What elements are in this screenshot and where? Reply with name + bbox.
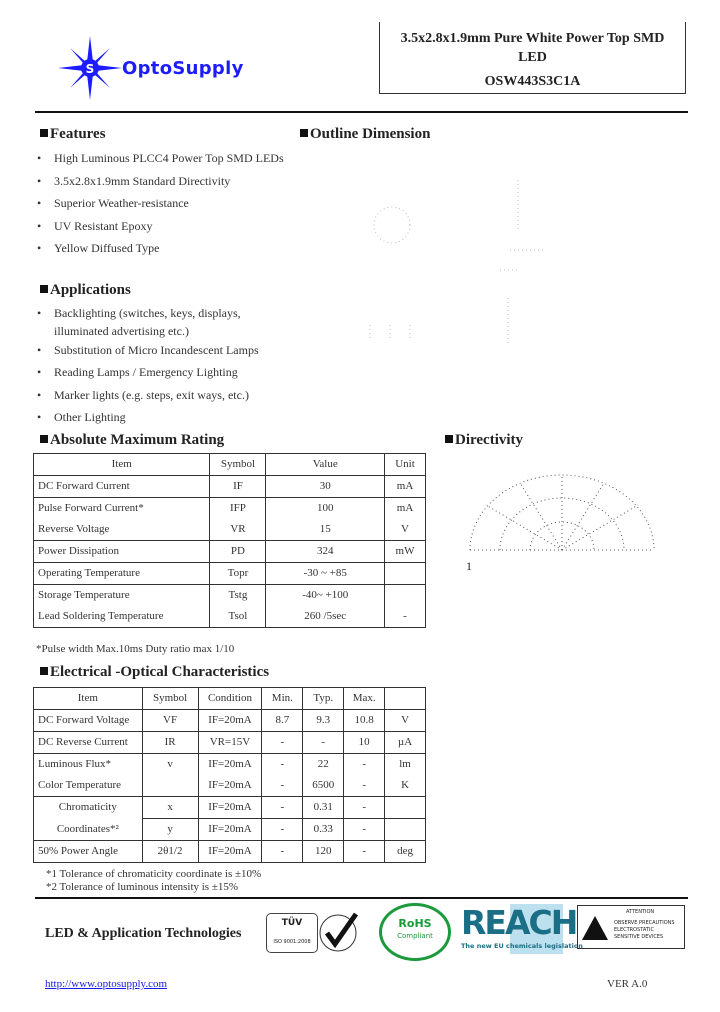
polar-label-1: 1 xyxy=(466,559,472,573)
table-cell: -30 ~ +85 xyxy=(266,563,385,585)
tuv-badge: TÜV ISO 9001:2008 xyxy=(266,913,318,953)
table-cell: x xyxy=(142,797,198,819)
table-cell: 0.31 xyxy=(303,797,344,819)
table-row xyxy=(34,476,426,498)
table-cell: Storage Temperature xyxy=(34,585,210,607)
table-row xyxy=(34,498,426,520)
table-row xyxy=(34,732,426,754)
application-item: • Substitution of Micro Incandescent Lamps xyxy=(40,343,259,357)
features-heading: Features xyxy=(40,126,106,143)
table-cell xyxy=(385,688,426,710)
table-cell: IF=20mA xyxy=(198,754,262,776)
table-row xyxy=(34,819,426,841)
table-cell: Tstg xyxy=(210,585,266,607)
website-link[interactable]: http://www.optosupply.com xyxy=(45,978,168,990)
table-cell: µA xyxy=(385,732,426,754)
table-cell: Chromaticity xyxy=(34,797,143,819)
table-cell xyxy=(385,585,426,607)
application-item: • Other Lighting xyxy=(40,410,126,424)
table-cell: - xyxy=(262,841,303,863)
electrical-heading: Electrical -Optical Characteristics xyxy=(40,664,269,681)
directivity-polar-chart xyxy=(440,465,690,575)
table-cell: 260 /5sec xyxy=(266,606,385,628)
table-row xyxy=(34,606,426,628)
feature-item: • High Luminous PLCC4 Power Top SMD LEDs xyxy=(40,151,284,165)
table-cell: Pulse Forward Current* xyxy=(34,498,210,520)
table-cell: deg xyxy=(385,841,426,863)
table-cell: - xyxy=(262,797,303,819)
quality-check-icon xyxy=(318,911,360,953)
abs-max-heading: Absolute Maximum Rating xyxy=(40,432,224,449)
table-cell: - xyxy=(344,841,385,863)
table-cell: 324 xyxy=(266,541,385,563)
table-cell: K xyxy=(385,775,426,797)
table-cell xyxy=(385,819,426,841)
table-cell: VR xyxy=(210,519,266,541)
table-cell: IF=20mA xyxy=(198,819,262,841)
table-header-row xyxy=(34,454,426,476)
applications-heading: Applications xyxy=(40,282,131,299)
table-row xyxy=(34,541,426,563)
electrical-table xyxy=(33,687,426,863)
application-item: • Reading Lamps / Emergency Lighting xyxy=(40,365,238,379)
table-cell: Item xyxy=(34,688,143,710)
optosupply-star-logo-icon xyxy=(58,36,122,100)
table-cell: mA xyxy=(385,498,426,520)
table-cell: IF=20mA xyxy=(198,797,262,819)
table-cell: 10.8 xyxy=(344,710,385,732)
table-cell: lm xyxy=(385,754,426,776)
title-box xyxy=(379,22,686,94)
table-cell: Lead Soldering Temperature xyxy=(34,606,210,628)
table-cell: IFP xyxy=(210,498,266,520)
table-cell: IR xyxy=(142,732,198,754)
electrical-note-2: *2 Tolerance of luminous intensity is ±15% xyxy=(46,881,239,893)
table-cell: VF xyxy=(142,710,198,732)
table-cell: - xyxy=(262,775,303,797)
table-cell: Condition xyxy=(198,688,262,710)
title-line-1: 3.5x2.8x1.9mm Pure White Power Top SMD xyxy=(400,31,665,46)
table-cell: - xyxy=(262,732,303,754)
feature-item: • UV Resistant Epoxy xyxy=(40,219,152,233)
table-cell: V xyxy=(385,710,426,732)
table-row xyxy=(34,797,426,819)
table-cell xyxy=(385,797,426,819)
company-tagline: LED & Application Technologies xyxy=(45,926,242,941)
table-cell: - xyxy=(262,819,303,841)
table-cell: Color Temperature xyxy=(34,775,143,797)
table-cell: 0.33 xyxy=(303,819,344,841)
application-item-continued: illuminated advertising etc.) xyxy=(54,324,189,338)
table-header-row xyxy=(34,688,426,710)
table-cell: 100 xyxy=(266,498,385,520)
table-cell: Symbol xyxy=(142,688,198,710)
rohs-badge: RoHS Compliant xyxy=(379,903,451,961)
table-cell: Coordinates*² xyxy=(34,819,143,841)
table-cell: v xyxy=(142,754,198,776)
title-line-2: LED xyxy=(518,50,547,65)
esd-attention-badge: ATTENTION OBSERVE PRECAUTIONS ELECTROSTATIC SENSITIVE DEVICES xyxy=(577,905,685,949)
table-cell: 10 xyxy=(344,732,385,754)
svg-text:S: S xyxy=(85,62,95,76)
table-cell: IF=20mA xyxy=(198,710,262,732)
table-cell: DC Reverse Current xyxy=(34,732,143,754)
table-row xyxy=(34,775,426,797)
table-cell: Tsol xyxy=(210,606,266,628)
table-cell: Reverse Voltage xyxy=(34,519,210,541)
table-cell: 30 xyxy=(266,476,385,498)
table-cell: 50% Power Angle xyxy=(34,841,143,863)
polar-arc-outer xyxy=(470,475,654,550)
table-cell: Luminous Flux* xyxy=(34,754,143,776)
table-cell: Unit xyxy=(385,454,426,476)
table-row xyxy=(34,585,426,607)
application-item: • Marker lights (e.g. steps, exit ways, etc.) xyxy=(40,388,249,402)
table-cell: y xyxy=(142,819,198,841)
version-label: VER A.0 xyxy=(607,978,648,990)
table-cell: Topr xyxy=(210,563,266,585)
electrical-note-1: *1 Tolerance of chromaticity coordinate is ±10% xyxy=(46,868,262,880)
outline-dimension-drawing xyxy=(340,170,560,350)
table-cell: - xyxy=(344,819,385,841)
table-cell: - xyxy=(344,775,385,797)
footer-rule xyxy=(35,897,688,899)
application-item: • Backlighting (switches, keys, displays, xyxy=(40,306,241,320)
feature-item: • Superior Weather-resistance xyxy=(40,196,189,210)
table-cell: IF=20mA xyxy=(198,841,262,863)
table-cell: - xyxy=(303,732,344,754)
table-cell: -40~ +100 xyxy=(266,585,385,607)
table-row xyxy=(34,754,426,776)
table-cell: 6500 xyxy=(303,775,344,797)
table-cell: V xyxy=(385,519,426,541)
table-cell: - xyxy=(344,797,385,819)
table-row xyxy=(34,519,426,541)
table-cell: 9.3 xyxy=(303,710,344,732)
part-number: OSW443S3C1A xyxy=(484,74,581,89)
table-cell: IF=20mA xyxy=(198,775,262,797)
table-cell: IF xyxy=(210,476,266,498)
feature-item: • Yellow Diffused Type xyxy=(40,241,160,255)
header-rule xyxy=(35,111,688,113)
table-cell: PD xyxy=(210,541,266,563)
table-cell: mA xyxy=(385,476,426,498)
table-cell xyxy=(385,563,426,585)
table-cell: 22 xyxy=(303,754,344,776)
table-cell: Item xyxy=(34,454,210,476)
table-cell: - xyxy=(385,606,426,628)
table-cell: Power Dissipation xyxy=(34,541,210,563)
abs-max-note: *Pulse width Max.10ms Duty ratio max 1/10 xyxy=(36,643,235,655)
table-cell: DC Forward Voltage xyxy=(34,710,143,732)
table-cell: DC Forward Current xyxy=(34,476,210,498)
table-cell: 8.7 xyxy=(262,710,303,732)
table-cell: Value xyxy=(266,454,385,476)
table-cell: Symbol xyxy=(210,454,266,476)
table-cell: Operating Temperature xyxy=(34,563,210,585)
table-cell: Typ. xyxy=(303,688,344,710)
esd-warning-icon xyxy=(582,916,608,940)
table-cell: Max. xyxy=(344,688,385,710)
feature-item: • 3.5x2.8x1.9mm Standard Directivity xyxy=(40,174,230,188)
table-cell: - xyxy=(262,754,303,776)
reach-badge: REACH The new EU chemicals legislation xyxy=(461,904,563,954)
table-cell: 15 xyxy=(266,519,385,541)
table-row xyxy=(34,710,426,732)
table-cell: - xyxy=(344,754,385,776)
table-cell: mW xyxy=(385,541,426,563)
table-row xyxy=(34,563,426,585)
directivity-heading: Directivity xyxy=(445,432,523,449)
abs-max-table xyxy=(33,453,426,628)
table-cell: VR=15V xyxy=(198,732,262,754)
table-cell: 2θ1/2 xyxy=(142,841,198,863)
outline-heading: Outline Dimension xyxy=(300,126,430,143)
table-cell: Min. xyxy=(262,688,303,710)
table-cell: 120 xyxy=(303,841,344,863)
table-cell xyxy=(142,775,198,797)
brand-name: OptoSupply xyxy=(122,58,244,79)
table-row xyxy=(34,841,426,863)
